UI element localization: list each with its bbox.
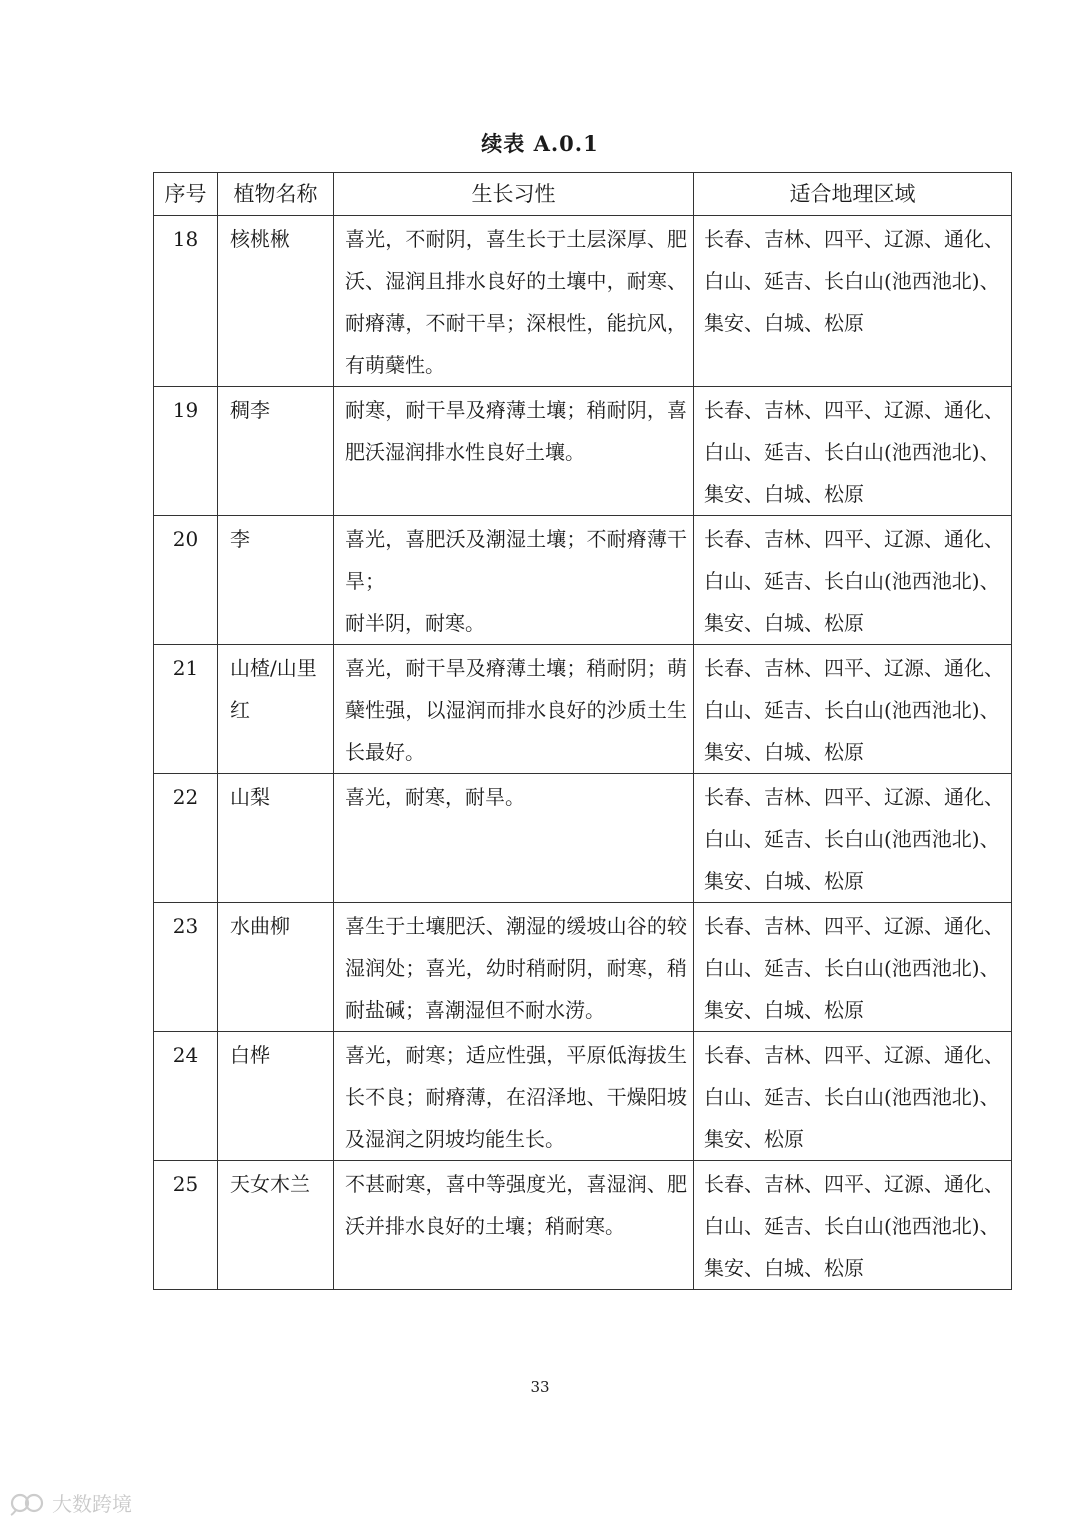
table-header-row	[154, 173, 1012, 216]
table-row	[154, 1032, 1012, 1161]
table-row	[154, 216, 1012, 387]
watermark	[10, 1488, 132, 1517]
cell-habit: 喜光，喜肥沃及潮湿土壤；不耐瘠薄干旱； 耐半阴，耐寒。	[334, 516, 694, 645]
plant-table	[153, 172, 1012, 1290]
cell-region: 长春、吉林、四平、辽源、通化、白山、延吉、长白山(池西池北)、集安、白城、松原	[694, 516, 1012, 645]
cell-name: 核桃楸	[218, 216, 334, 387]
header-region: 适合地理区域	[694, 173, 1012, 216]
cell-habit: 喜光，不耐阴，喜生长于土层深厚、肥沃、湿润且排水良好的土壤中，耐寒、耐瘠薄，不耐干旱；深根性，能抗风，有萌蘖性。	[334, 216, 694, 387]
table-row	[154, 1161, 1012, 1290]
table-row	[154, 774, 1012, 903]
cell-name: 山楂/山里红	[218, 645, 334, 774]
header-no: 序号	[154, 173, 218, 216]
cell-region: 长春、吉林、四平、辽源、通化、白山、延吉、长白山(池西池北)、集安、白城、松原	[694, 903, 1012, 1032]
cell-no: 22	[154, 774, 218, 903]
cell-name: 山梨	[218, 774, 334, 903]
cell-region: 长春、吉林、四平、辽源、通化、白山、延吉、长白山(池西池北)、集安、白城、松原	[694, 774, 1012, 903]
header-name: 植物名称	[218, 173, 334, 216]
brand-logo-icon	[10, 1490, 46, 1516]
cell-name: 天女木兰	[218, 1161, 334, 1290]
table-row	[154, 516, 1012, 645]
cell-no: 18	[154, 216, 218, 387]
cell-habit: 喜生于土壤肥沃、潮湿的缓坡山谷的较湿润处；喜光，幼时稍耐阴，耐寒，稍耐盐碱；喜潮湿但不耐水涝。	[334, 903, 694, 1032]
cell-no: 25	[154, 1161, 218, 1290]
page-number: 33	[530, 1378, 550, 1396]
cell-no: 24	[154, 1032, 218, 1161]
cell-region: 长春、吉林、四平、辽源、通化、白山、延吉、长白山(池西池北)、集安、白城、松原	[694, 387, 1012, 516]
cell-habit: 不甚耐寒，喜中等强度光，喜湿润、肥沃并排水良好的土壤；稍耐寒。	[334, 1161, 694, 1290]
cell-habit: 喜光，耐寒，耐旱。	[334, 774, 694, 903]
cell-name: 白桦	[218, 1032, 334, 1161]
cell-no: 20	[154, 516, 218, 645]
cell-name: 李	[218, 516, 334, 645]
table-row	[154, 903, 1012, 1032]
cell-no: 23	[154, 903, 218, 1032]
cell-habit: 喜光，耐干旱及瘠薄土壤；稍耐阴；萌蘖性强，以湿润而排水良好的沙质土生长最好。	[334, 645, 694, 774]
cell-habit: 耐寒，耐干旱及瘠薄土壤；稍耐阴，喜肥沃湿润排水性良好土壤。	[334, 387, 694, 516]
cell-name: 水曲柳	[218, 903, 334, 1032]
watermark-text: 大数跨境	[52, 1492, 132, 1516]
cell-region: 长春、吉林、四平、辽源、通化、白山、延吉、长白山(池西池北)、集安、白城、松原	[694, 1161, 1012, 1290]
table-row	[154, 387, 1012, 516]
cell-no: 19	[154, 387, 218, 516]
cell-no: 21	[154, 645, 218, 774]
table-row	[154, 645, 1012, 774]
header-habit: 生长习性	[334, 173, 694, 216]
cell-name: 稠李	[218, 387, 334, 516]
cell-region: 长春、吉林、四平、辽源、通化、白山、延吉、长白山(池西池北)、集安、白城、松原	[694, 216, 1012, 387]
table-caption: 续表 A.0.1	[481, 131, 599, 156]
cell-region: 长春、吉林、四平、辽源、通化、白山、延吉、长白山(池西池北)、集安、松原	[694, 1032, 1012, 1161]
cell-habit: 喜光，耐寒；适应性强，平原低海拔生长不良；耐瘠薄，在沼泽地、干燥阳坡及湿润之阴坡均能生长。	[334, 1032, 694, 1161]
cell-region: 长春、吉林、四平、辽源、通化、白山、延吉、长白山(池西池北)、集安、白城、松原	[694, 645, 1012, 774]
